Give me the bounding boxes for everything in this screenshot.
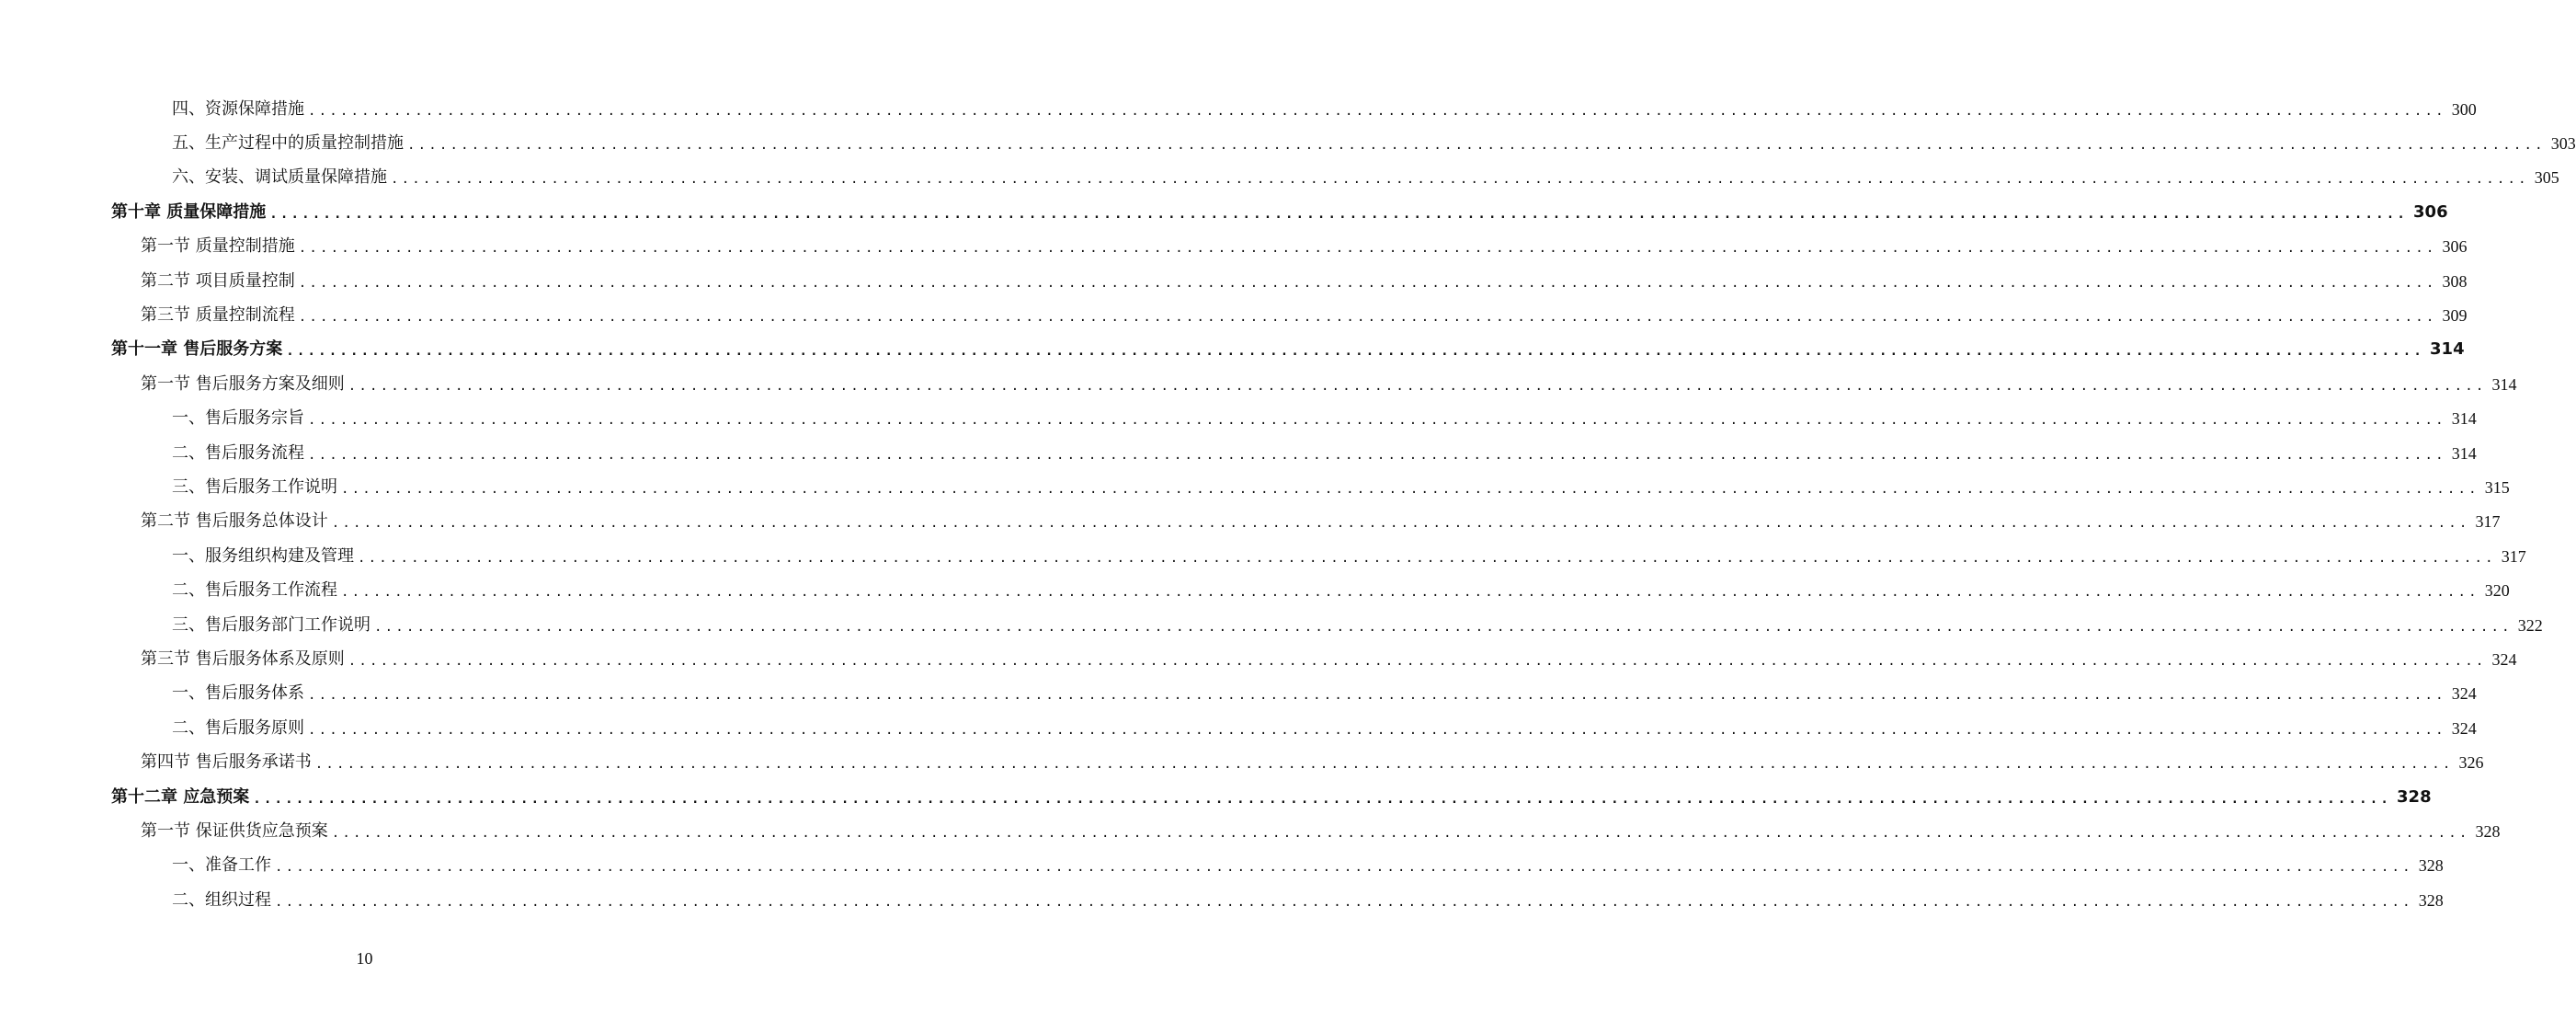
toc-leader-dots: ........................................................................................................................................................................................................ <box>308 103 2446 119</box>
toc-leader-dots: ........................................................................................................................................................................................................ <box>331 825 2470 841</box>
toc-entry-title: 一、售后服务宗旨 <box>172 408 304 429</box>
toc-entry-title: 第四节 售后服务承诺书 <box>141 752 312 773</box>
toc-section-entry[interactable] <box>0 264 2468 298</box>
toc-entry-page: 320 <box>2484 581 2510 601</box>
toc-leader-dots: ........................................................................................................................................................................................................ <box>275 894 2413 910</box>
toc-entry-title: 第一节 售后服务方案及细则 <box>141 373 345 394</box>
toc-section-entry[interactable] <box>0 298 2468 332</box>
toc-entry-page: 303 <box>2550 134 2576 154</box>
toc-leader-dots: ........................................................................................................................................................................................................ <box>348 378 2487 394</box>
toc-entry-title: 二、售后服务工作流程 <box>172 580 337 601</box>
toc-leader-dots: ........................................................................................................................................................................................................ <box>407 138 2546 154</box>
toc-entry-page: 314 <box>2491 374 2517 394</box>
toc-section-entry[interactable] <box>0 642 2517 676</box>
toc-subsection-entry[interactable] <box>0 677 2477 711</box>
toc-leader-dots: ........................................................................................................................................................................................................ <box>391 172 2529 188</box>
toc-subsection-entry[interactable] <box>0 849 2444 883</box>
table-of-contents <box>0 92 2576 917</box>
toc-entry-page: 306 <box>2442 237 2468 257</box>
toc-entry-title: 三、售后服务部门工作说明 <box>172 614 370 635</box>
toc-section-entry[interactable] <box>0 505 2501 539</box>
toc-leader-dots: ........................................................................................................................................................................................................ <box>298 275 2437 291</box>
toc-leader-dots: ........................................................................................................................................................................................................ <box>269 206 2409 222</box>
toc-leader-dots: ........................................................................................................................................................................................................ <box>298 241 2437 257</box>
toc-entry-page: 328 <box>2475 821 2501 841</box>
toc-entry-title: 第一节 质量控制措施 <box>141 236 295 257</box>
toc-leader-dots: ........................................................................................................................................................................................................ <box>331 516 2470 532</box>
toc-entry-title: 第三节 售后服务体系及原则 <box>141 648 345 669</box>
toc-entry-title: 第一节 保证供货应急预案 <box>141 820 328 841</box>
toc-chapter-entry[interactable] <box>0 780 2432 814</box>
toc-entry-title: 一、准备工作 <box>172 855 271 876</box>
toc-subsection-entry[interactable] <box>0 883 2444 917</box>
toc-entry-page: 314 <box>2430 339 2465 360</box>
toc-chapter-entry[interactable] <box>0 333 2465 367</box>
toc-leader-dots: ........................................................................................................................................................................................................ <box>341 481 2479 497</box>
toc-leader-dots: ........................................................................................................................................................................................................ <box>308 688 2446 704</box>
toc-entry-title: 一、售后服务体系 <box>172 683 304 704</box>
toc-entry-page: 306 <box>2413 201 2448 222</box>
toc-subsection-entry[interactable] <box>0 711 2477 745</box>
toc-leader-dots: ........................................................................................................................................................................................................ <box>298 310 2437 326</box>
toc-subsection-entry[interactable] <box>0 436 2477 470</box>
toc-entry-title: 第三节 质量控制流程 <box>141 305 295 326</box>
toc-entry-page: 314 <box>2451 443 2477 463</box>
toc-entry-page: 328 <box>2418 856 2444 876</box>
toc-entry-title: 二、售后服务原则 <box>172 717 304 738</box>
toc-entry-page: 324 <box>2491 649 2517 669</box>
toc-section-entry[interactable] <box>0 745 2484 779</box>
toc-subsection-entry[interactable] <box>0 402 2477 436</box>
toc-entry-title: 第十二章 应急预案 <box>111 786 250 807</box>
toc-entry-page: 300 <box>2451 99 2477 119</box>
toc-subsection-entry[interactable] <box>0 573 2510 607</box>
toc-entry-page: 314 <box>2451 409 2477 429</box>
toc-subsection-entry[interactable] <box>0 92 2477 126</box>
toc-entry-title: 四、资源保障措施 <box>172 98 304 119</box>
toc-leader-dots: ........................................................................................................................................................................................................ <box>275 860 2413 876</box>
toc-entry-page: 309 <box>2442 306 2468 326</box>
toc-leader-dots: ........................................................................................................................................................................................................ <box>308 413 2446 429</box>
page-number: 10 <box>356 949 373 968</box>
toc-entry-title: 第二节 售后服务总体设计 <box>141 511 328 532</box>
toc-leader-dots: ........................................................................................................................................................................................................ <box>253 791 2392 807</box>
toc-entry-page: 324 <box>2451 718 2477 738</box>
toc-subsection-entry[interactable] <box>0 126 2576 160</box>
toc-section-entry[interactable] <box>0 814 2501 848</box>
toc-leader-dots: ........................................................................................................................................................................................................ <box>374 619 2513 635</box>
toc-leader-dots: ........................................................................................................................................................................................................ <box>286 344 2425 360</box>
toc-entry-page: 324 <box>2451 684 2477 704</box>
toc-leader-dots: ........................................................................................................................................................................................................ <box>348 653 2487 669</box>
toc-leader-dots: ........................................................................................................................................................................................................ <box>308 722 2446 738</box>
toc-subsection-entry[interactable] <box>0 161 2559 195</box>
toc-entry-page: 326 <box>2458 753 2484 773</box>
toc-entry-page: 315 <box>2484 477 2510 497</box>
toc-entry-title: 五、生产过程中的质量控制措施 <box>172 133 404 154</box>
toc-leader-dots: ........................................................................................................................................................................................................ <box>314 757 2454 773</box>
toc-entry-page: 308 <box>2442 271 2468 291</box>
toc-entry-title: 六、安装、调试质量保障措施 <box>172 167 387 188</box>
toc-entry-title: 二、组织过程 <box>172 889 271 910</box>
toc-section-entry[interactable] <box>0 230 2468 264</box>
toc-entry-page: 305 <box>2534 168 2559 188</box>
toc-entry-page: 317 <box>2475 512 2501 532</box>
toc-entry-title: 二、售后服务流程 <box>172 442 304 463</box>
toc-entry-page: 322 <box>2517 615 2543 635</box>
toc-chapter-entry[interactable] <box>0 195 2448 229</box>
toc-entry-title: 一、服务组织构建及管理 <box>172 545 354 566</box>
toc-leader-dots: ........................................................................................................................................................................................................ <box>308 447 2446 463</box>
toc-entry-title: 第十一章 售后服务方案 <box>111 339 283 360</box>
toc-entry-title: 第二节 项目质量控制 <box>141 270 295 291</box>
toc-section-entry[interactable] <box>0 367 2517 401</box>
toc-entry-page: 328 <box>2418 890 2444 910</box>
toc-entry-page: 317 <box>2501 546 2526 566</box>
toc-subsection-entry[interactable] <box>0 539 2526 573</box>
toc-subsection-entry[interactable] <box>0 470 2510 504</box>
toc-leader-dots: ........................................................................................................................................................................................................ <box>358 550 2496 566</box>
toc-entry-title: 三、售后服务工作说明 <box>172 476 337 497</box>
toc-entry-title: 第十章 质量保障措施 <box>111 201 267 222</box>
toc-subsection-entry[interactable] <box>0 608 2543 642</box>
toc-leader-dots: ........................................................................................................................................................................................................ <box>341 585 2479 601</box>
toc-entry-page: 328 <box>2397 786 2432 807</box>
